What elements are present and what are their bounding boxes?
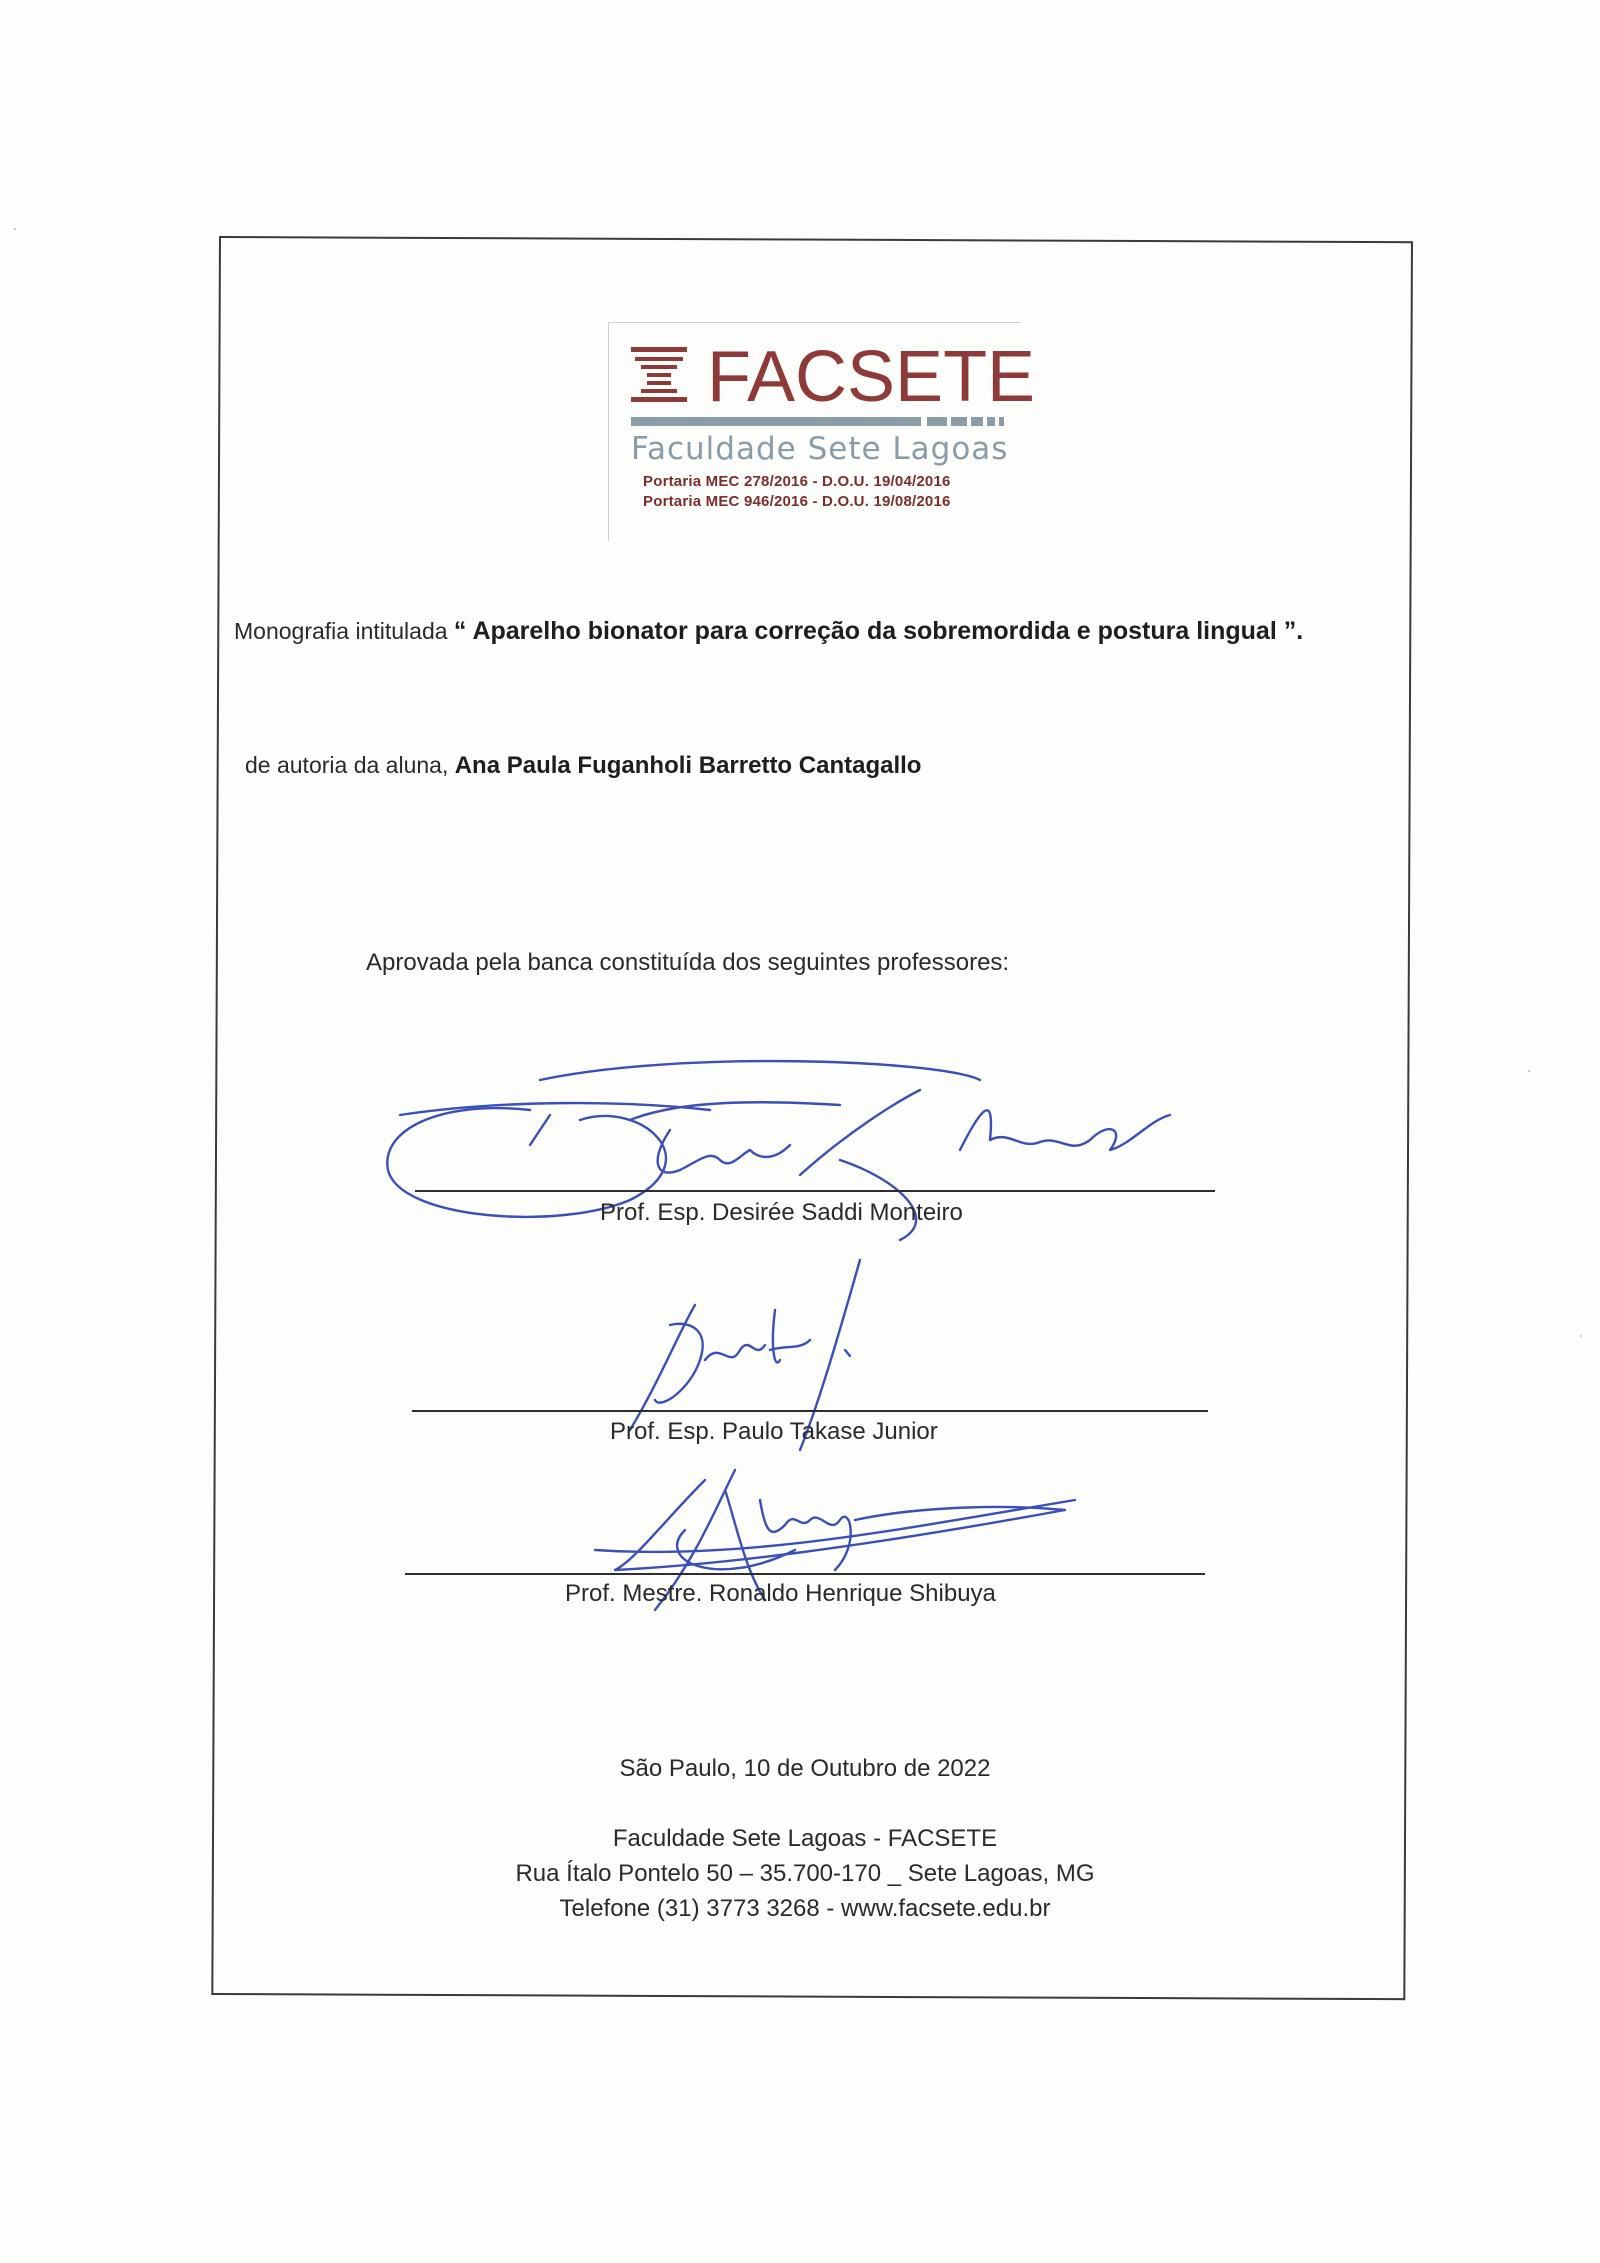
portaria-line-1: Portaria MEC 278/2016 - D.O.U. 19/04/2016: [643, 473, 951, 490]
footer-contact: Telefone (31) 3773 3268 - www.facsete.edu.br: [559, 1895, 1051, 1922]
date-place: São Paulo, 10 de Outubro de 2022: [619, 1755, 991, 1782]
scan-speck: [1580, 1335, 1582, 1337]
signature-line-1: [415, 1190, 1215, 1192]
autoria-prefix: de autoria da aluna,: [245, 752, 455, 778]
facsete-logo: [608, 322, 1036, 541]
student-name: Ana Paula Fuganholi Barretto Cantagallo: [454, 752, 922, 779]
professor-1-name: Prof. Esp. Desirée Saddi Monteiro: [600, 1199, 963, 1226]
monografia-title: “ Aparelho bionator para correção da sobremordida e postura lingual ”.: [453, 617, 1304, 645]
logo-divider-bars: [631, 417, 1009, 427]
signature-line-3: [405, 1573, 1205, 1575]
monografia-line: [234, 617, 1303, 646]
footer-institution: Faculdade Sete Lagoas - FACSETE: [612, 1825, 998, 1852]
footer-address: Rua Ítalo Pontelo 50 – 35.700-170 _ Sete Lagoas, MG: [515, 1860, 1095, 1887]
logo-subtitle: Faculdade Sete Lagoas: [631, 431, 1009, 467]
signature-line-2: [412, 1410, 1208, 1412]
professor-2-name: Prof. Esp. Paulo Takase Junior: [610, 1418, 938, 1445]
portaria-line-2: Portaria MEC 946/2016 - D.O.U. 19/08/2016: [643, 493, 951, 510]
logo-wordmark: FACSETE: [707, 337, 1036, 417]
autoria-line: [245, 752, 921, 780]
signature-1: [380, 1060, 1180, 1260]
monografia-prefix: Monografia intitulada: [234, 618, 454, 644]
scan-speck: [1528, 1070, 1530, 1072]
professor-3-name: Prof. Mestre. Ronaldo Henrique Shibuya: [565, 1580, 996, 1607]
facsete-emblem-icon: [631, 347, 687, 403]
banca-text: Aprovada pela banca constituída dos seguintes professores:: [366, 949, 1010, 976]
scan-speck: [14, 228, 16, 230]
